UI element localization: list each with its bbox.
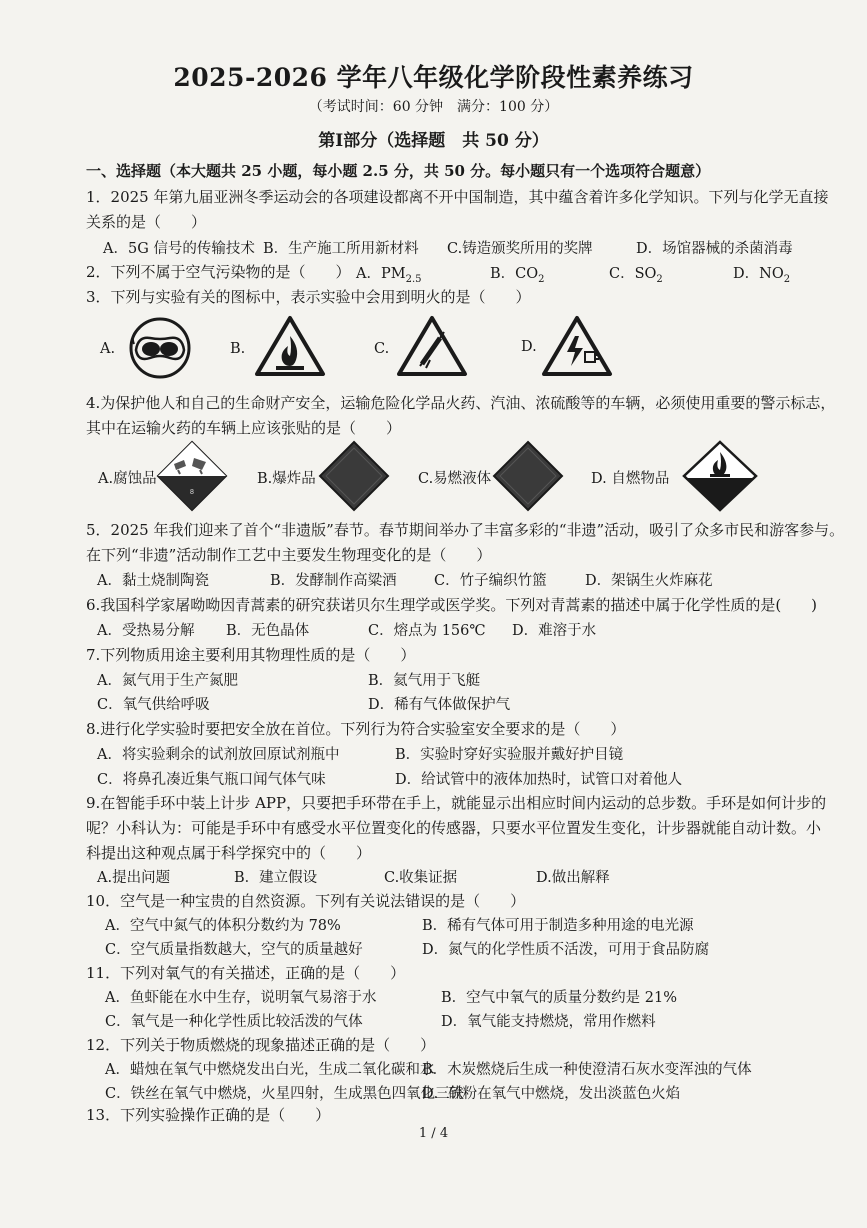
page-number: 1 / 4 <box>418 1126 449 1141</box>
explosive-diamond-icon <box>318 440 390 512</box>
hot-surface-warning-icon <box>396 314 468 378</box>
q9-stem-line-1: 9.在智能手环中装上计步 APP，只要把手环带在手上，就能显示出相应时间内运动的总步数。手环是如何计步的 <box>86 794 827 812</box>
q5-option-a: A．黏土烧制陶瓷 <box>97 573 209 589</box>
q6-option-d: D．难溶于水 <box>512 623 597 639</box>
section-heading: 一、选择题（本大题共 25 小题，每小题 2.5 分，共 50 分。每小题只有一个选项符合题意） <box>86 162 711 180</box>
q5-stem-line-2: 在下列“非遗”活动制作工艺中主要发生物理变化的是（ ） <box>86 546 492 564</box>
q11-option-a: A．鱼虾能在水中生存，说明氧气易溶于水 <box>105 990 377 1006</box>
q6-option-c: C．熔点为 156℃ <box>368 623 486 639</box>
q8-option-b: B．实验时穿好实验服并戴好护目镜 <box>395 747 624 763</box>
q1-option-a: A．5G 信号的传输技术 <box>103 241 255 257</box>
spontaneous-combustion-diamond-icon <box>682 440 758 512</box>
q4-stem-line-1: 4.为保护他人和自己的生命财产安全，运输危险化学品火药、汽油、浓硫酸等的车辆，必须使用重要的警示标志， <box>86 394 836 412</box>
flammable-liquid-diamond-icon <box>492 440 564 512</box>
q3-option-b-label: B. <box>230 341 246 357</box>
q10-option-a: A．空气中氮气的体积分数约为 78% <box>105 918 341 934</box>
q2-option-d: D．$NO_2$ <box>733 266 791 285</box>
q4-option-c-label: C.易燃液体 <box>418 471 492 487</box>
q13-stem: 13．下列实验操作正确的是（ ） <box>86 1106 331 1124</box>
q7-option-a: A．氮气用于生产氮肥 <box>97 673 238 689</box>
q12-option-b: B．木炭燃烧后生成一种使澄清石灰水变浑浊的气体 <box>422 1062 752 1078</box>
q4-option-d-label: D. 自燃物品 <box>591 471 670 487</box>
q1-option-c: C.铸造颁奖所用的奖牌 <box>447 241 593 257</box>
q8-option-a: A．将实验剩余的试剂放回原试剂瓶中 <box>97 747 340 763</box>
q10-option-b: B．稀有气体可用于制造多种用途的电光源 <box>422 918 694 934</box>
q9-option-a: A.提出问题 <box>97 870 171 886</box>
q1-stem-line-1: 1．2025 年第九届亚洲冬季运动会的各项建设都离不开中国制造，其中蕴含着许多化学知识。下列与化学无直接 <box>86 188 829 206</box>
q2-stem: 2．下列不属于空气污染物的是（ ） <box>86 263 351 281</box>
svg-text:8: 8 <box>190 489 194 496</box>
q5-option-b: B．发酵制作高粱酒 <box>270 573 397 589</box>
q10-stem: 10．空气是一种宝贵的自然资源。下列有关说法错误的是（ ） <box>86 892 526 910</box>
q9-option-b: B．建立假设 <box>234 870 318 886</box>
q3-option-a-label: A. <box>100 341 116 357</box>
q7-option-d: D．稀有气体做保护气 <box>368 697 511 713</box>
q1-option-b: B．生产施工所用新材料 <box>263 241 419 257</box>
q5-option-c: C．竹子编织竹篮 <box>434 573 547 589</box>
q2-option-c: C．$SO_2$ <box>609 266 663 285</box>
q11-option-b: B．空气中氧气的质量分数约是 21% <box>441 990 677 1006</box>
q6-option-b: B．无色晶体 <box>226 623 310 639</box>
q1-stem-line-2: 关系的是（ ） <box>86 213 207 231</box>
q4-stem-line-2: 其中在运输火药的车辆上应该张贴的是（ ） <box>86 419 402 437</box>
exam-title: 2025-2026 学年八年级化学阶段性素养练习 <box>173 63 694 92</box>
q8-option-d: D．给试管中的液体加热时，试管口对着他人 <box>395 772 683 788</box>
q4-option-b-label: B.爆炸品 <box>257 471 316 487</box>
q12-option-a: A．蜡烛在氧气中燃烧发出白光，生成二氧化碳和水 <box>105 1062 435 1078</box>
q9-option-c: C.收集证据 <box>384 870 458 886</box>
q2-option-a: A．$PM_{2.5}$ <box>356 266 422 285</box>
q11-option-d: D．氧气能支持燃烧，常用作燃料 <box>441 1014 656 1030</box>
q7-stem: 7.下列物质用途主要利用其物理性质的是（ ） <box>86 646 416 664</box>
q7-option-b: B．氦气用于飞艇 <box>368 673 481 689</box>
part-heading: 第Ⅰ部分（选择题 共 50 分） <box>318 131 549 151</box>
q6-option-a: A．受热易分解 <box>97 623 195 639</box>
q9-option-d: D.做出解释 <box>536 870 610 886</box>
q7-option-c: C．氧气供给呼吸 <box>97 697 210 713</box>
open-flame-warning-icon <box>254 314 326 378</box>
q10-option-c: C．空气质量指数越大，空气的质量越好 <box>105 942 363 958</box>
q11-stem: 11．下列对氧气的有关描述，正确的是（ ） <box>86 964 406 982</box>
q4-option-a-label: A.腐蚀品 <box>98 471 157 487</box>
q5-option-d: D．架锅生火炸麻花 <box>585 573 713 589</box>
q8-option-c: C．将鼻孔凑近集气瓶口闻气体气味 <box>97 772 326 788</box>
q5-stem-line-1: 5．2025 年我们迎来了首个“非遗版”春节。春节期间举办了丰富多彩的“非遗”活动，吸引了众多市民和游客参与。 <box>86 521 845 539</box>
corrosive-diamond-icon <box>156 440 228 512</box>
q3-option-c-label: C. <box>374 341 390 357</box>
q8-stem: 8.进行化学实验时要把安全放在首位。下列行为符合实验室安全要求的是（ ） <box>86 720 626 738</box>
q9-stem-line-2: 呢？小科认为：可能是手环中有感受水平位置变化的传感器，只要水平位置发生变化，计步器就能自动计数。小 <box>86 819 822 837</box>
q3-stem: 3．下列与实验有关的图标中，表示实验中会用到明火的是（ ） <box>86 288 531 306</box>
q11-option-c: C．氧气是一种化学性质比较活泼的气体 <box>105 1014 363 1030</box>
electrical-hazard-warning-icon <box>541 314 613 378</box>
q12-option-c: C．铁丝在氧气中燃烧，火星四射，生成黑色四氧化三铁 <box>105 1086 465 1102</box>
q12-stem: 12．下列关于物质燃烧的现象描述正确的是（ ） <box>86 1036 436 1054</box>
q2-option-b: B．$CO_2$ <box>490 266 545 285</box>
exam-subtitle: （考试时间：60 分钟 满分：100 分） <box>308 99 559 115</box>
q10-option-d: D．氮气的化学性质不活泼，可用于食品防腐 <box>422 942 710 958</box>
q1-option-d: D．场馆器械的杀菌消毒 <box>636 241 793 257</box>
q6-stem: 6.我国科学家屠呦呦因青蒿素的研究获诺贝尔生理学或医学奖。下列对青蒿素的描述中属于化学性质的是( ) <box>86 596 818 614</box>
q9-stem-line-3: 科提出这种观点属于科学探究中的（ ） <box>86 844 372 862</box>
q3-option-d-label: D. <box>521 339 537 355</box>
goggles-icon <box>124 316 196 380</box>
q12-option-d: D．硫粉在氧气中燃烧，发出淡蓝色火焰 <box>422 1086 681 1102</box>
